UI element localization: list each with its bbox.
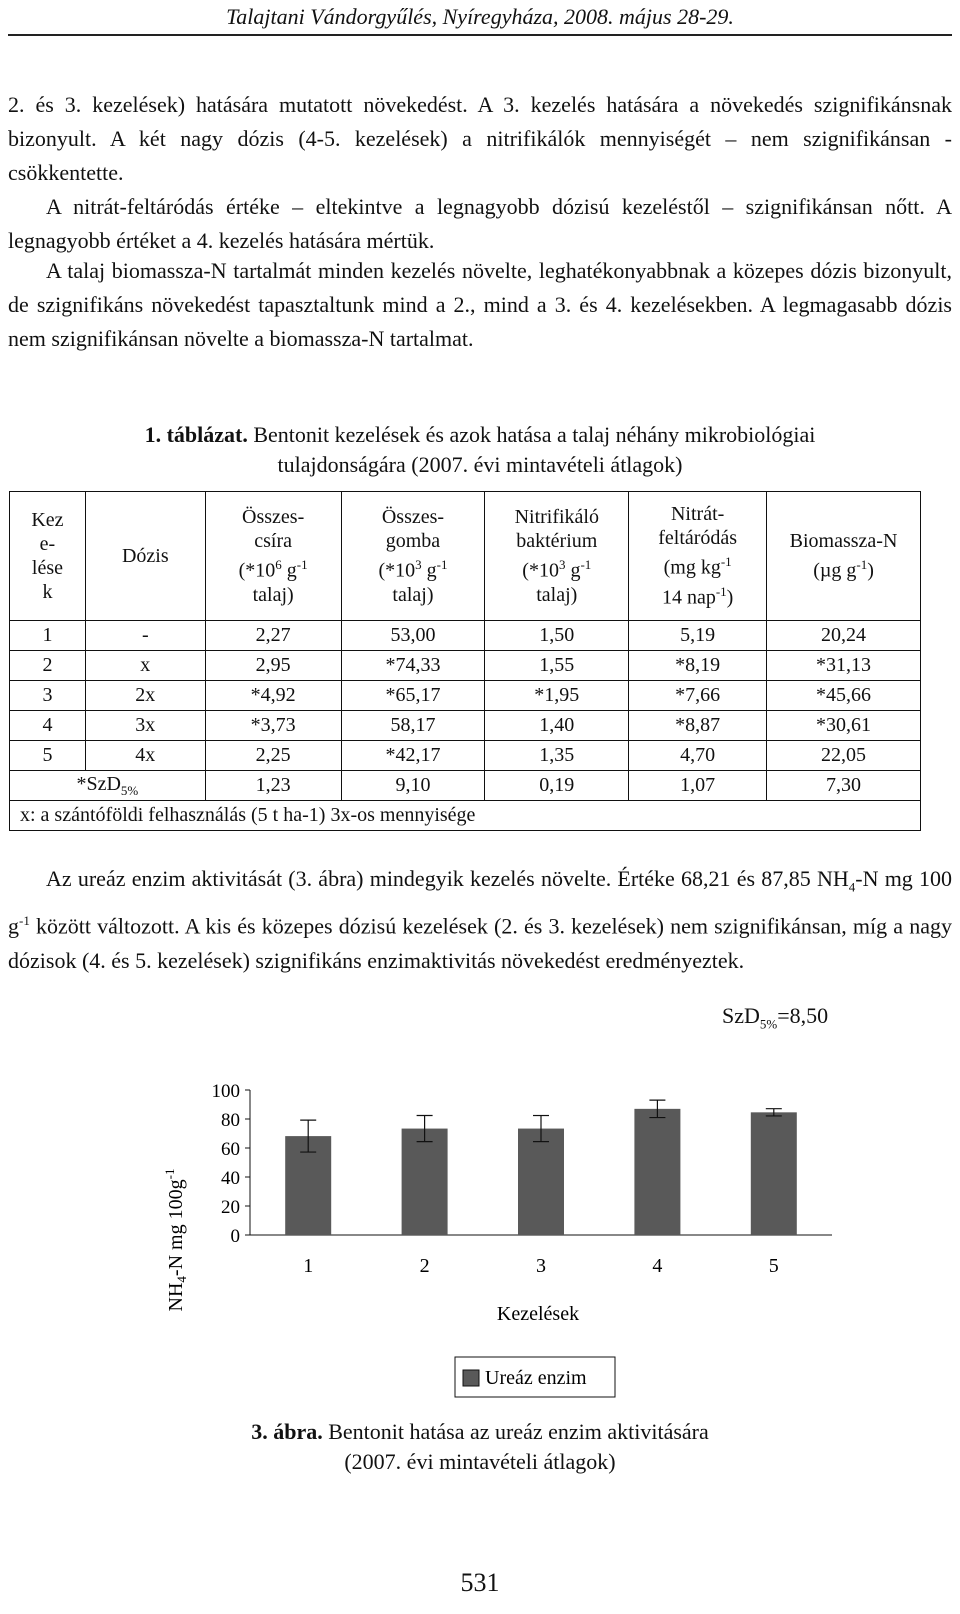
header-osszesgomba: Összes- gomba ($*10^3$ $g^{-1}$ talaj)	[341, 492, 485, 621]
table-row: 2 x 2,95 *74,33 1,55 *8,19 *31,13	[10, 651, 921, 681]
y-tick-label: 100	[211, 1081, 240, 1102]
figure-caption-line2: (2007. évi mintavételi átlagok)	[344, 1449, 616, 1474]
y-tick-label: 40	[221, 1168, 240, 1189]
table-header-row	[10, 492, 921, 621]
paragraph-biomass: A talaj biomassza-N tartalmát minden kezelés növelte, leghatékonyabbnak a közepes dózis bizonyult, de szignifikáns növekedést tapasztaltunk mind a 2., mind a 3. és 4. kezelésekben. A legmagasabb dózis nem szignifikánsan növelte a biomassza-N tartalmat.	[8, 258, 952, 351]
figure-caption-text1: Bentonit hatása az ureáz enzim aktivitására	[322, 1419, 709, 1444]
figure-caption-label: 3. ábra.	[251, 1419, 323, 1444]
bar	[402, 1129, 448, 1235]
paragraph-urease: Az ureáz enzim aktivitását (3. ábra) mindegyik kezelés növelte. Értéke 68,21 és 87,85 $NH_4-N$ mg 100 $g^{-1}$ között változott. A kis és közepes dózisú kezelések (2. és 3. kezelések) nem szignifikánsan, míg a nagy dózisok (4. és 5. kezelések) szignifikáns enzimaktivitás növekedést eredményeztek.	[8, 866, 953, 973]
table-caption-text1: Bentonit kezelések és azok hatása a talaj néhány mikrobiológiai	[247, 422, 816, 447]
table-caption-line2: tulajdonságára (2007. évi mintavételi átlagok)	[277, 452, 683, 477]
y-tick-label: 20	[221, 1197, 240, 1218]
lsd-label: SzD$_{5\%}$=8,50	[722, 1003, 829, 1032]
running-header: Talajtani Vándorgyűlés, Nyíregyháza, 2008. május 28-29.	[226, 4, 734, 29]
y-tick-label: 60	[221, 1139, 240, 1160]
x-tick-label: 3	[536, 1255, 546, 1277]
table-note-row	[10, 801, 921, 831]
bar	[518, 1129, 564, 1235]
bar	[634, 1109, 680, 1235]
szd-label: *SzD$_{5\%}$	[10, 771, 206, 801]
bar	[751, 1112, 797, 1235]
x-tick-label: 2	[419, 1255, 430, 1277]
figure-caption-line1	[0, 1417, 960, 1447]
legend-label: Ureáz enzim	[485, 1367, 587, 1389]
header-kezelesek: Kez e- lése k	[10, 492, 86, 621]
paragraph-nitrifiers: 2. és 3. kezelések) hatására mutatott növekedést. A 3. kezelés hatására a növekedés szignifikánsnak bizonyult. A két nagy dózis (4-5. kezelések) a nitrifikálók mennyiségét – nem szignifikánsan - csökkentette.	[8, 92, 952, 185]
table-caption-label: 1. táblázat.	[144, 422, 248, 447]
table-row: 3 2x *4,92 *65,17 *1,95 *7,66 *45,66	[10, 681, 921, 711]
header-dozis: Dózis	[85, 492, 205, 621]
x-axis-label: Kezelések	[496, 1303, 580, 1325]
y-tick-label: 80	[221, 1110, 240, 1131]
table-row: 5 4x 2,25 *42,17 1,35 4,70 22,05	[10, 741, 921, 771]
y-tick-label: 0	[230, 1226, 240, 1247]
paragraph-nitrate: A nitrát-feltáródás értéke – eltekintve a legnagyobb dózisú kezeléstől – szignifikánsan nőtt. A legnagyobb értéket a 4. kezelés hatására mértük.	[8, 194, 952, 253]
header-biomassza: Biomassza-N (µg $g^{-1}$)	[767, 492, 921, 621]
table-note: x: a szántóföldi felhasználás (5 t ha-1) 3x-os mennyisége	[10, 801, 921, 831]
results-table	[9, 491, 921, 831]
header-osszescsira: Összes- csíra ($*10^6$ $g^{-1}$ talaj)	[205, 492, 341, 621]
header-rule	[8, 34, 952, 36]
x-tick-label: 4	[652, 1255, 663, 1277]
table-caption	[0, 420, 960, 480]
legend-swatch	[463, 1370, 479, 1386]
page-number: 531	[460, 1568, 500, 1597]
header-nitratfeltarodas: Nitrát- feltáródás (mg $kg^{-1}$ 14 nap$^{-1}$)	[629, 492, 767, 621]
table-row-szd: *SzD$_{5\%}$ 1,23 9,10 0,19 1,07 7,30	[10, 771, 921, 801]
urease-bar-chart	[0, 1070, 960, 1410]
x-tick-label: 1	[303, 1255, 314, 1277]
table-row: 1 - 2,27 53,00 1,50 5,19 20,24	[10, 621, 921, 651]
y-axis-label: $NH_4-N$ mg $100g^{-1}$	[162, 1168, 189, 1312]
figure-caption	[0, 1417, 960, 1477]
x-tick-label: 5	[768, 1255, 779, 1277]
table-row: 4 3x *3,73 58,17 1,40 *8,87 *30,61	[10, 711, 921, 741]
table-caption-line1	[0, 420, 960, 450]
header-nitrifikalo: Nitrifikáló baktérium ($*10^3$ $g^{-1}$ talaj)	[485, 492, 629, 621]
